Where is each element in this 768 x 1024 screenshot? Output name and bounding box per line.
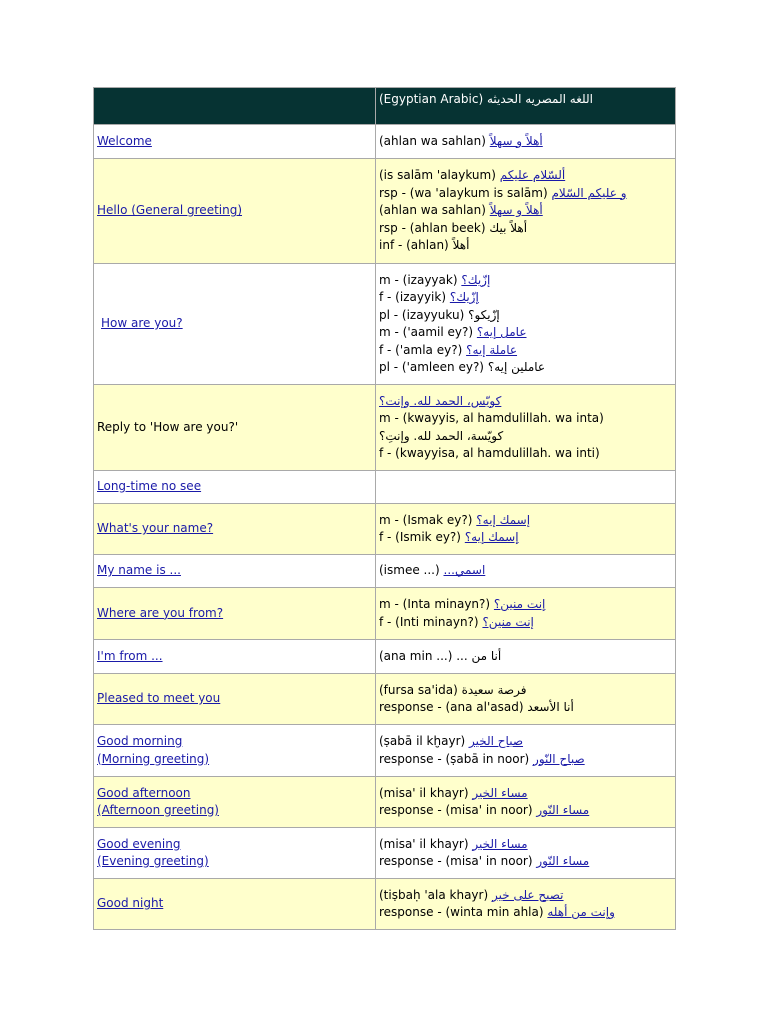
phrase-text[interactable]: Welcome: [97, 133, 152, 148]
translation-line: [379, 562, 672, 580]
table-row: [94, 471, 676, 504]
translation-line: [379, 682, 672, 700]
arabic-text: فرصة سعيدة: [461, 682, 527, 697]
translation-line: [379, 185, 672, 203]
arabic-text[interactable]: مساء النّور: [536, 803, 590, 817]
table-row: [94, 725, 676, 777]
arabic-text[interactable]: إنت منين؟: [493, 597, 546, 611]
phrase-text[interactable]: Good night: [97, 896, 164, 911]
translation-cell: [376, 264, 676, 385]
arabic-text: أنا الأسعد: [527, 700, 574, 714]
phrasebook-table: [93, 87, 676, 930]
translation-cell: [376, 125, 676, 159]
transliteration: (tiṣbaḥ 'ala khayr): [379, 887, 489, 902]
transliteration: m - ('aamil ey?): [379, 325, 474, 339]
transliteration: f - (izayyik): [379, 290, 447, 304]
transliteration: (ana min ...): [379, 648, 453, 663]
table-row: [94, 504, 676, 555]
phrase-cell: [94, 504, 376, 555]
translation-line: [379, 785, 672, 803]
transliteration: (misa' il khayr): [379, 785, 469, 800]
translation-cell: [376, 828, 676, 879]
transliteration: (ismee ...): [379, 563, 440, 578]
table-row: [94, 879, 676, 930]
translation-line: [379, 733, 672, 751]
phrase-cell: [94, 555, 376, 588]
phrase-text[interactable]: How are you?: [101, 316, 183, 331]
transliteration: m - (Ismak ey?): [379, 512, 473, 527]
arabic-text[interactable]: مساء النّور: [536, 854, 590, 868]
translation-cell: [376, 640, 676, 674]
arabic-text[interactable]: تصبح على خير: [491, 887, 564, 902]
translation-line: [379, 393, 672, 411]
translation-line: [379, 751, 672, 769]
table-row: [94, 264, 676, 385]
arabic-text[interactable]: اسمي...: [443, 563, 486, 578]
phrase-text[interactable]: Where are you from?: [97, 605, 224, 620]
transliteration: (ahlan wa sahlan): [379, 203, 486, 218]
header-col2: [376, 88, 676, 125]
translation-cell: [376, 159, 676, 264]
arabic-text[interactable]: كويّس، الحمد لله. وإنت؟: [379, 393, 502, 408]
table-row: [94, 828, 676, 879]
header-col2-arabic: اللغه المصريه الحديثه: [486, 92, 593, 106]
translation-line: [379, 699, 672, 717]
translation-line: [379, 853, 672, 871]
arabic-text[interactable]: أهلاً و سهلاً: [489, 203, 543, 218]
translation-line: [379, 596, 672, 614]
translation-line: [379, 237, 672, 255]
arabic-text[interactable]: أهلاً و سهلاً: [489, 133, 543, 148]
translation-cell: [376, 385, 676, 471]
phrase-text[interactable]: What's your name?: [97, 521, 214, 536]
phrase-text[interactable]: I'm from ...: [97, 648, 163, 663]
phrase-cell: [94, 725, 376, 777]
arabic-text: أهلاً بيك: [489, 220, 528, 235]
table-row: [94, 777, 676, 828]
transliteration: response - (ṣabā in noor): [379, 751, 530, 766]
translation-line: [379, 904, 672, 922]
header-col2-latin: (Egyptian Arabic): [379, 92, 484, 106]
phrase-text[interactable]: My name is ...: [97, 563, 181, 578]
translation-line: [379, 202, 672, 220]
transliteration: response - (misa' in noor): [379, 854, 533, 868]
translation-cell: [376, 777, 676, 828]
translation-line: [379, 428, 672, 446]
translation-line: [379, 648, 672, 666]
translation-line: [379, 836, 672, 854]
phrase-text[interactable]: Pleased to meet you: [97, 691, 221, 706]
table-row: [94, 640, 676, 674]
transliteration: f - ('amla ey?): [379, 342, 463, 357]
transliteration: (misa' il khayr): [379, 836, 469, 851]
transliteration: m - (izayyak): [379, 272, 458, 287]
phrase-cell: [94, 828, 376, 879]
table-row: [94, 125, 676, 159]
translation-line: [379, 133, 672, 151]
translation-line: [379, 887, 672, 905]
phrase-cell: [94, 385, 376, 471]
arabic-text[interactable]: عامل إيه؟: [476, 325, 527, 339]
transliteration: f - (Inti minayn?): [379, 614, 479, 629]
arabic-text[interactable]: إسمك إيه؟: [464, 530, 519, 544]
phrase-text[interactable]: Good morning: [97, 734, 183, 748]
translation-line: [379, 529, 672, 547]
phrase-subtext[interactable]: (Afternoon greeting): [97, 803, 219, 817]
phrase-text[interactable]: Good evening: [97, 836, 181, 851]
arabic-text[interactable]: ألسّلام عليكم: [499, 168, 566, 183]
translation-line: [379, 359, 672, 377]
translation-line: [379, 614, 672, 632]
transliteration: response - (ana al'asad): [379, 700, 524, 714]
transliteration: m - (Inta minayn?): [379, 597, 491, 611]
header-col1: [94, 88, 376, 125]
transliteration: pl - ('amleen ey?): [379, 360, 484, 374]
phrase-cell: [94, 264, 376, 385]
arabic-text: أهلاً: [452, 238, 470, 253]
phrase-cell: [94, 159, 376, 264]
table-row: [94, 159, 676, 264]
phrase-text: Reply to 'How are you?': [97, 419, 239, 434]
phrase-cell: [94, 777, 376, 828]
translation-line: [379, 324, 672, 342]
translation-line: [379, 220, 672, 238]
translation-line: [379, 167, 672, 185]
translation-cell: [376, 879, 676, 930]
transliteration: f - (Ismik ey?): [379, 530, 461, 544]
translation-cell: [376, 504, 676, 555]
arabic-text[interactable]: صباح الخير: [469, 734, 524, 748]
transliteration: (ahlan wa sahlan): [379, 133, 486, 148]
transliteration: (is salām 'alaykum): [379, 168, 496, 183]
phrase-subtext[interactable]: (Morning greeting): [97, 751, 210, 766]
phrase-cell: [94, 471, 376, 504]
arabic-text: عاملين إيه؟: [487, 360, 546, 374]
phrase-text[interactable]: Good afternoon: [97, 785, 191, 800]
translation-line: [379, 342, 672, 360]
arabic-text[interactable]: مساء الخير: [472, 785, 528, 800]
table-row: [94, 555, 676, 588]
transliteration: inf - (ahlan): [379, 238, 449, 253]
arabic-text[interactable]: إنت منين؟: [482, 614, 534, 629]
translation-cell: [376, 555, 676, 588]
arabic-text[interactable]: إزّيك؟: [449, 290, 479, 304]
table-header-row: [94, 88, 676, 125]
transliteration: rsp - (wa 'alaykum is salām): [379, 185, 548, 200]
arabic-text: كويّسة، الحمد لله. وإنتِ؟: [379, 428, 504, 443]
phrase-subtext[interactable]: (Evening greeting): [97, 854, 209, 868]
phrase-cell: [94, 674, 376, 725]
translation-cell: [376, 725, 676, 777]
transliteration: f - (kwayyisa, al hamdulillah. wa inti): [379, 446, 600, 460]
arabic-text[interactable]: عاملة إيه؟: [466, 342, 518, 357]
arabic-text[interactable]: مساء الخير: [472, 836, 528, 851]
table-row: [94, 588, 676, 640]
transliteration: m - (kwayyis, al hamdulillah. wa inta): [379, 411, 604, 425]
arabic-text: أنا من ...: [456, 648, 502, 663]
translation-line: [379, 289, 672, 307]
arabic-text[interactable]: و عليكم السّلام: [551, 185, 627, 200]
translation-line: [379, 410, 672, 428]
translation-line: [379, 307, 672, 325]
transliteration: pl - (izayyuku): [379, 307, 465, 322]
translation-cell: [376, 674, 676, 725]
arabic-text[interactable]: صباح النّور: [533, 751, 585, 766]
translation-cell: [376, 588, 676, 640]
translation-cell: [376, 471, 676, 504]
arabic-text[interactable]: إزّيك؟: [461, 272, 491, 287]
translation-line: [379, 272, 672, 290]
transliteration: response - (misa' in noor): [379, 803, 533, 817]
table-row: [94, 385, 676, 471]
phrase-cell: [94, 588, 376, 640]
transliteration: rsp - (ahlan beek): [379, 220, 486, 235]
transliteration: response - (winta min ahla): [379, 905, 544, 919]
phrase-text[interactable]: Hello (General greeting): [97, 203, 243, 218]
table-row: [94, 674, 676, 725]
transliteration: (ṣabā il kḫayr): [379, 734, 466, 748]
translation-line: [379, 802, 672, 820]
phrase-cell: [94, 640, 376, 674]
arabic-text: إزّيكو؟: [468, 307, 500, 322]
phrase-cell: [94, 879, 376, 930]
phrase-text[interactable]: Long-time no see: [97, 479, 202, 494]
translation-line: [379, 445, 672, 463]
arabic-text[interactable]: إسمك إيه؟: [476, 512, 531, 527]
arabic-text[interactable]: وإنت من أهله: [547, 905, 615, 919]
phrase-cell: [94, 125, 376, 159]
transliteration: (fursa sa'ida): [379, 682, 458, 697]
translation-line: [379, 512, 672, 530]
